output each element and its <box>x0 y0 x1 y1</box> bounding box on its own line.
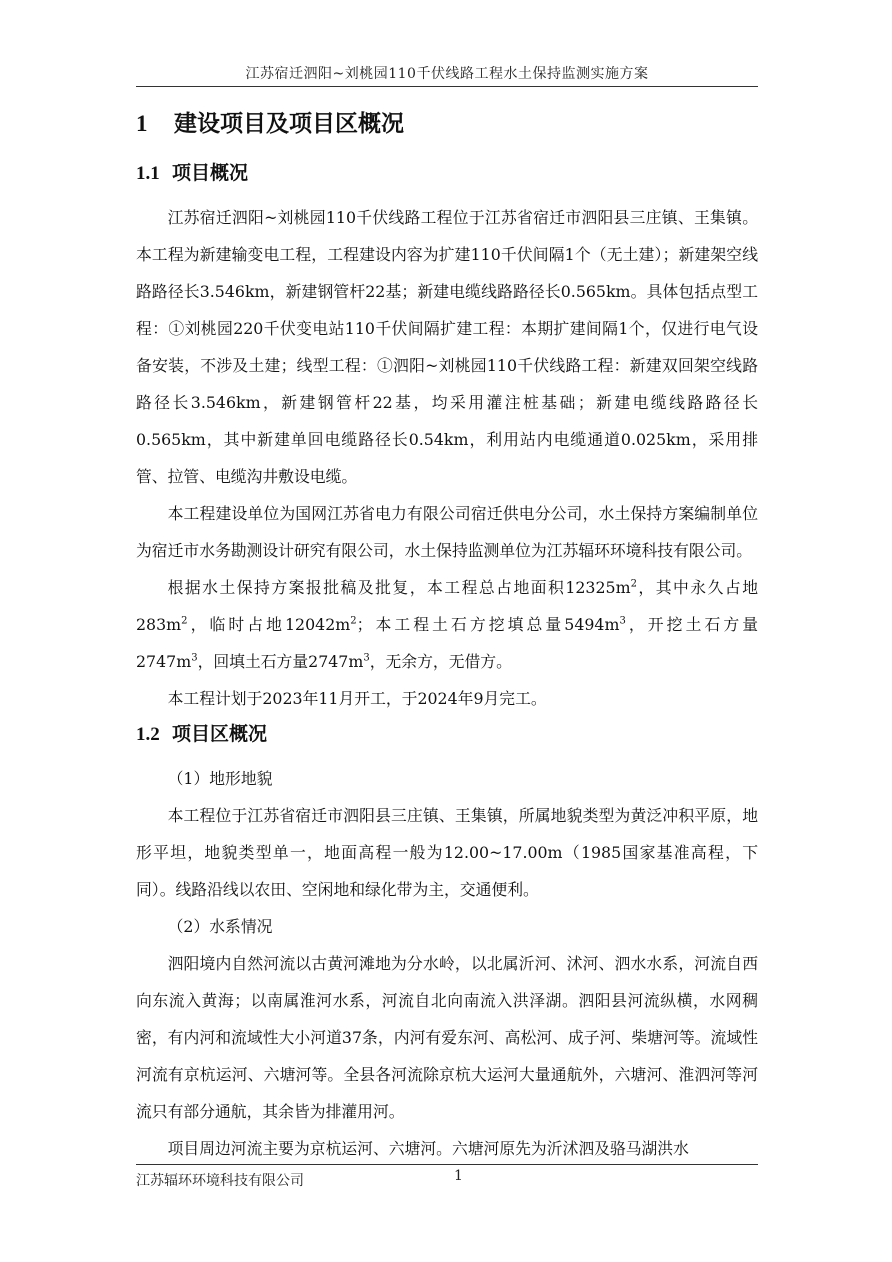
paragraph-nearby-rivers: 项目周边河流主要为京杭运河、六塘河。六塘河原先为沂沭泗及骆马湖洪水 <box>167 1139 689 1158</box>
section-heading-1-1 <box>136 158 758 189</box>
subheading-terrain: （1）地形地貌 <box>167 769 273 788</box>
footer-company: 江苏辐环环境科技有限公司 <box>136 1173 304 1189</box>
paragraph-land-earthwork: 根据水土保持方案报批稿及批复，本工程总占地面积$12325m^2$，其中永久占地$283m^2$，临时占地$12042m^2$；本工程土石方挖填总量$5494m^3$，开挖土石方量$2747m^3$，回填土石方量$2747m^3$，无余方，无借方。 <box>136 578 758 671</box>
subheading-water-system: （2）水系情况 <box>167 917 273 936</box>
chapter-heading <box>136 106 758 142</box>
paragraph-terrain: 本工程位于江苏省宿迁市泗阳县三庄镇、王集镇，所属地貌类型为黄泛冲积平原，地形平坦，地貌类型单一，地面高程一般为12.00~17.00m（1985国家基准高程，下同）。线路沿线以农田、空闲地和绿化带为主，交通便利。 <box>136 806 758 899</box>
paragraph-project-overview: 江苏宿迁泗阳~刘桃园110千伏线路工程位于江苏省宿迁市泗阳县三庄镇、王集镇。本工程为新建输变电工程，工程建设内容为扩建110千伏间隔1个（无土建）；新建架空线路路径长3.546km，新建钢管杆22基；新建电缆线路路径长0.565km。具体包括点型工程：①刘桃园220千伏变电站110千伏间隔扩建工程：本期扩建间隔1个，仅进行电气设备安装，不涉及土建；线型工程：①泗阳~刘桃园110千伏线路工程：新建双回架空线路路径长3.546km，新建钢管杆22基，均采用灌注桩基础；新建电缆线路路径长0.565km，其中新建单回电缆路径长0.54km，利用站内电缆通道0.025km，采用排管、拉管、电缆沟井敷设电缆。 <box>136 208 758 486</box>
page-number: 1 <box>454 1168 463 1184</box>
section-heading-1-2 <box>136 719 758 750</box>
chapter-title: 建设项目及项目区概况 <box>174 111 404 137</box>
footer-divider <box>136 1164 758 1165</box>
running-header: 江苏宿迁泗阳~刘桃园110千伏线路工程水土保持监测实施方案 <box>245 66 649 82</box>
main-content <box>136 106 758 1167</box>
section-title: 项目概况 <box>172 162 249 184</box>
section-number: 1.1 <box>136 163 160 184</box>
chapter-number: 1 <box>136 111 148 136</box>
section-title: 项目区概况 <box>172 723 268 745</box>
header-divider <box>136 86 758 87</box>
paragraph-schedule: 本工程计划于2023年11月开工，于2024年9月完工。 <box>167 689 547 708</box>
paragraph-water-system: 泗阳境内自然河流以古黄河滩地为分水岭，以北属沂河、沭河、泗水水系，河流自西向东流入黄海；以南属淮河水系，河流自北向南流入洪泽湖。泗阳县河流纵横，水网稠密，有内河和流域性大小河道37条，内河有爱东河、高松河、成子河、柴塘河等。流域性河流有京杭运河、六塘河等。全县各河流除京杭大运河大量通航外，六塘河、淮泗河等河流只有部分通航，其余皆为排灌用河。 <box>136 954 758 1121</box>
paragraph-organizations: 本工程建设单位为国网江苏省电力有限公司宿迁供电分公司，水土保持方案编制单位为宿迁市水务勘测设计研究有限公司，水土保持监测单位为江苏辐环环境科技有限公司。 <box>136 504 758 560</box>
section-number: 1.2 <box>136 724 160 745</box>
